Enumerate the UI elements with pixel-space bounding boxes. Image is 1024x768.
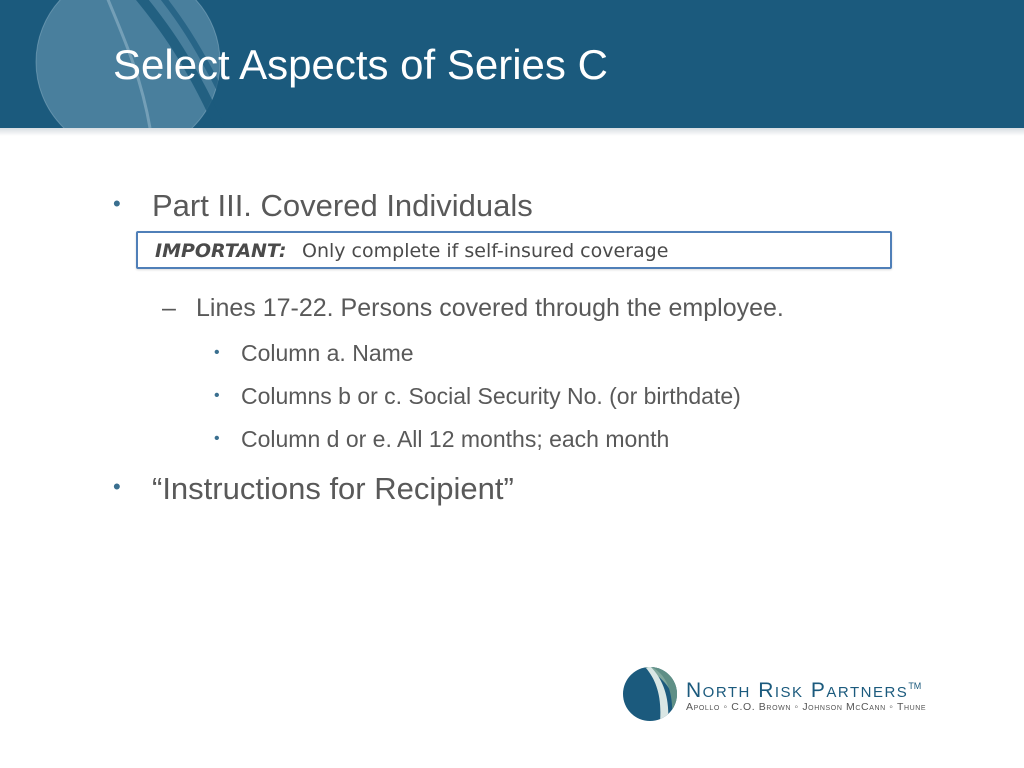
trademark-symbol: TM: [908, 681, 922, 691]
bullet-text: “Instructions for Recipient”: [152, 471, 514, 506]
bullet-marker: •: [214, 387, 220, 404]
important-label: IMPORTANT:: [155, 240, 287, 262]
bullet-text: Part III. Covered Individuals: [152, 188, 533, 223]
bullet-text: Column d or e. All 12 months; each month: [241, 426, 670, 452]
logo-name: [686, 674, 921, 703]
slide-title: Select Aspects of Series C: [113, 41, 608, 88]
bullet-marker: •: [214, 430, 220, 447]
bullet-text: Lines 17-22. Persons covered through the employee.: [196, 294, 784, 322]
bullet-marker: •: [113, 191, 121, 216]
bullet-marker: •: [214, 344, 220, 361]
globe-logo-icon: [622, 666, 678, 722]
header-band: [0, 0, 1024, 128]
bullet-marker: •: [113, 474, 121, 499]
bullet-text: Column a. Name: [241, 340, 414, 366]
important-callout-box: [136, 231, 892, 269]
dash-marker: –: [162, 294, 176, 322]
bullet-text: Columns b or c. Social Security No. (or birthdate): [241, 383, 741, 409]
north-risk-partners-logo: [622, 666, 982, 726]
important-text: Only complete if self-insured coverage: [302, 240, 669, 262]
logo-name-text: North Risk Partners: [686, 679, 909, 702]
logo-subtitle: Apollo ◦ C.O. Brown ◦ Johnson McCann ◦ Thune: [686, 701, 927, 713]
header-divider-shadow: [0, 128, 1024, 136]
